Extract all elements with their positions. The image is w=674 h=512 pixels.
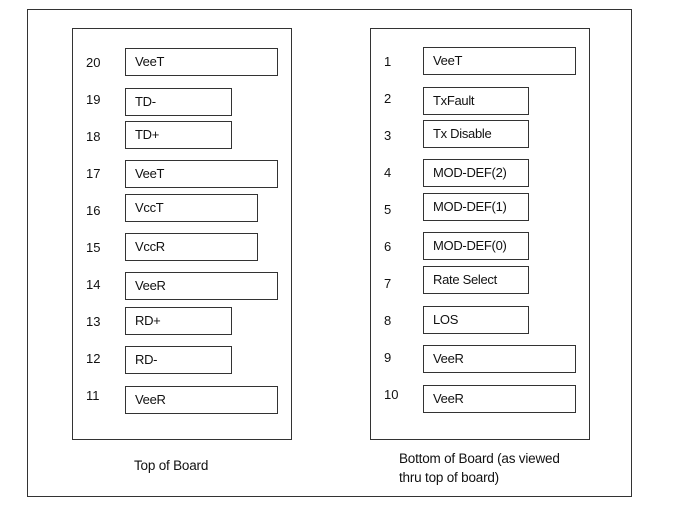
pin-number: 1 [384,54,392,69]
pin-number: 15 [86,240,101,255]
pin-number: 10 [384,387,399,402]
pin-label-box: VeeR [125,272,278,300]
bottom-of-board-caption-line2: thru top of board) [399,470,499,485]
pin-label-box: VeeT [423,47,576,75]
pin-number: 16 [86,203,101,218]
pin-label-box: MOD-DEF(1) [423,193,529,221]
pin-number: 18 [86,129,101,144]
pin-label-box: Rate Select [423,266,529,294]
pin-number: 8 [384,313,392,328]
pin-number: 4 [384,165,392,180]
pin-label-box: VccT [125,194,258,222]
pin-label-box: VeeR [423,385,576,413]
pin-number: 20 [86,55,101,70]
top-of-board-caption: Top of Board [134,458,209,473]
pin-label-box: MOD-DEF(2) [423,159,529,187]
pin-label-box: TxFault [423,87,529,115]
pin-label-box: MOD-DEF(0) [423,232,529,260]
pin-number: 2 [384,91,392,106]
pin-label-box: VeeR [423,345,576,373]
pin-number: 9 [384,350,392,365]
pin-number: 14 [86,277,101,292]
pin-number: 3 [384,128,392,143]
pin-label-box: Tx Disable [423,120,529,148]
pin-label-box: TD- [125,88,232,116]
bottom-of-board-caption-line1: Bottom of Board (as viewed [399,451,560,466]
pin-number: 11 [86,388,100,403]
pin-number: 5 [384,202,392,217]
pin-label-box: VeeR [125,386,278,414]
pin-number: 13 [86,314,101,329]
pin-number: 6 [384,239,392,254]
pin-label-box: TD+ [125,121,232,149]
pin-number: 19 [86,92,101,107]
pin-label-box: VeeT [125,48,278,76]
pin-number: 17 [86,166,101,181]
pin-label-box: RD+ [125,307,232,335]
pin-number: 12 [86,351,101,366]
pin-label-box: VccR [125,233,258,261]
pin-number: 7 [384,276,392,291]
pin-label-box: RD- [125,346,232,374]
pin-label-box: VeeT [125,160,278,188]
pin-label-box: LOS [423,306,529,334]
